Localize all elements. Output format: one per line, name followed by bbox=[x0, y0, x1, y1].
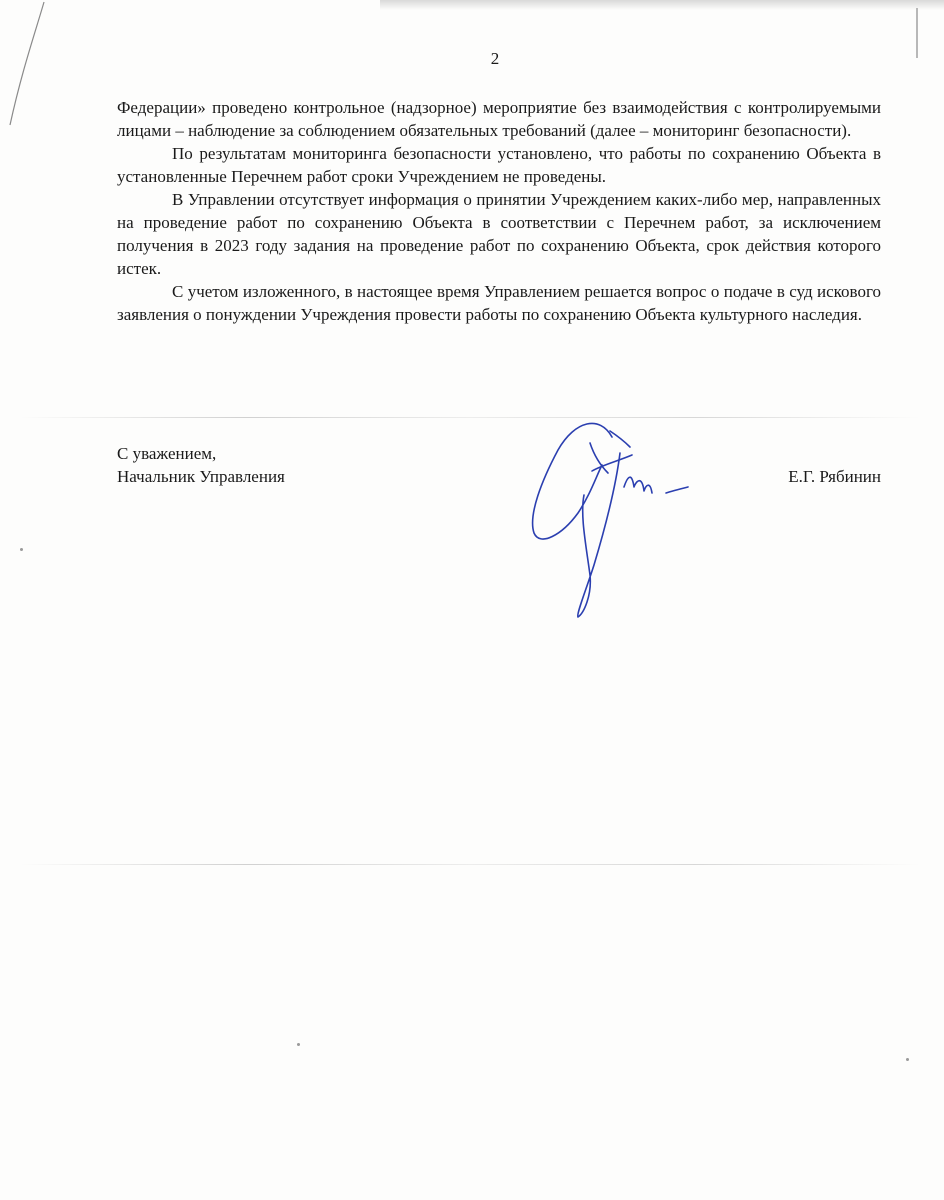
handwritten-signature bbox=[520, 395, 700, 625]
body-paragraph: Федерации» проведено контрольное (надзорное) мероприятие без взаимодействия с контролируемыми лицами – наблюдение за соблюдением обязательных требований (далее – мониторинг безопасности). bbox=[117, 98, 881, 140]
body-paragraph: По результатам мониторинга безопасности установлено, что работы по сохранению Объекта в установленные Перечнем работ сроки Учреждением не проведены. bbox=[117, 144, 881, 186]
signer-name: Е.Г. Рябинин bbox=[788, 467, 881, 486]
letter-body bbox=[117, 96, 881, 326]
fold-line bbox=[20, 864, 920, 865]
scan-speck bbox=[906, 1058, 909, 1061]
scan-speck bbox=[20, 548, 23, 551]
page-number: 2 bbox=[490, 49, 500, 68]
body-paragraph: В Управлении отсутствует информация о принятии Учреждением каких-либо мер, направленных на проведение работ по сохранению Объекта в соответствии с Перечнем работ, за исключением получения в 2023 году задания на проведение работ по сохранению Объекта, срок действия которого истек. bbox=[117, 190, 881, 278]
closing-regards: С уважением, bbox=[117, 444, 217, 463]
fold-line bbox=[20, 417, 920, 418]
scan-speck bbox=[297, 1043, 300, 1046]
body-paragraph: С учетом изложенного, в настоящее время Управлением решается вопрос о подаче в суд искового заявления о понуждении Учреждения провести работы по сохранению Объекта культурного наследия. bbox=[117, 282, 881, 324]
scan-shadow bbox=[380, 0, 944, 10]
closing-block bbox=[117, 442, 285, 488]
signer-position: Начальник Управления bbox=[117, 467, 285, 486]
